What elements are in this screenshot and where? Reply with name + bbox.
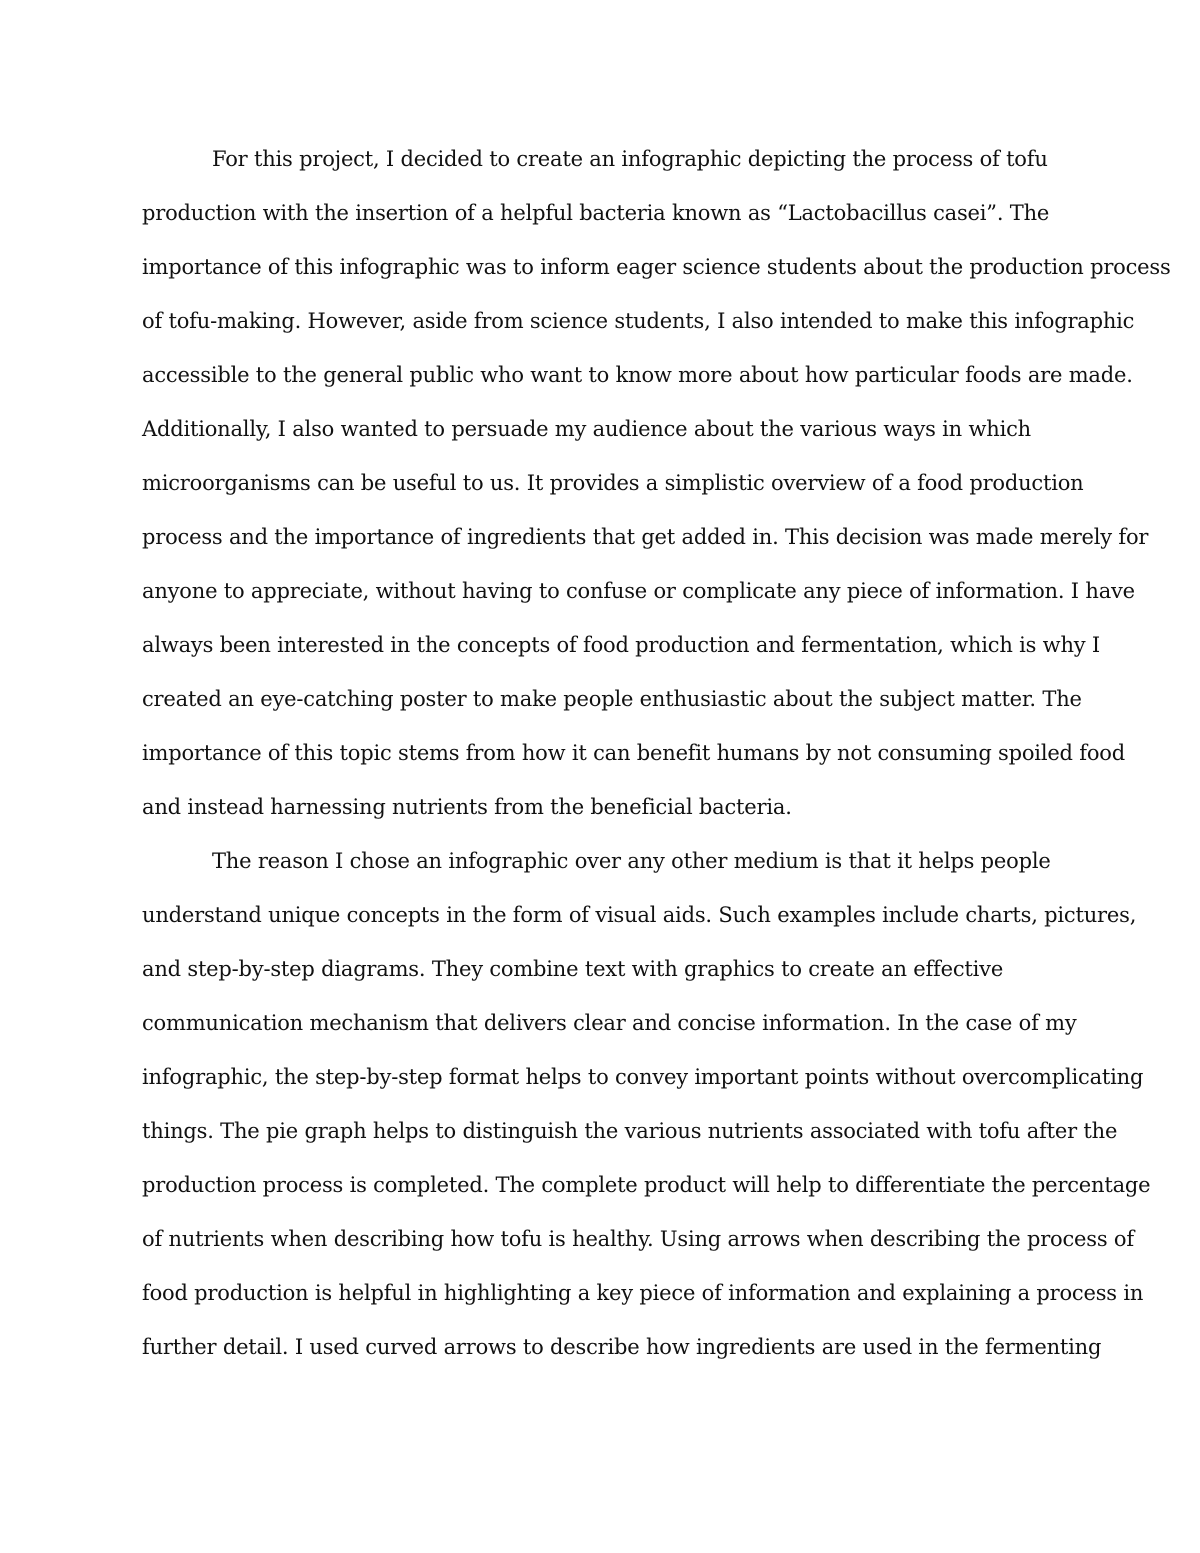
- document-body: [142, 132, 1171, 1374]
- text-line: and step-by-step diagrams. They combine text with graphics to create an effective: [142, 957, 1004, 981]
- text-line: always been interested in the concepts of food production and fermentation, which is why I: [142, 633, 1101, 657]
- text-line: For this project, I decided to create an infographic depicting the process of tofu: [212, 147, 1048, 171]
- paragraph-2: [142, 834, 1151, 1374]
- text-line: things. The pie graph helps to distinguish the various nutrients associated with tofu after the: [142, 1119, 1118, 1143]
- text-line: of tofu-making. However, aside from science students, I also intended to make this infographic: [142, 309, 1135, 333]
- text-line: understand unique concepts in the form of visual aids. Such examples include charts, pictures,: [142, 903, 1137, 927]
- text-line: importance of this infographic was to inform eager science students about the production process: [142, 255, 1171, 279]
- text-line: further detail. I used curved arrows to describe how ingredients are used in the fermenting: [142, 1335, 1102, 1359]
- text-line: of nutrients when describing how tofu is healthy. Using arrows when describing the process of: [142, 1227, 1134, 1251]
- text-line: importance of this topic stems from how it can benefit humans by not consuming spoiled food: [142, 741, 1125, 765]
- text-line: The reason I chose an infographic over any other medium is that it helps people: [212, 849, 1051, 873]
- text-line: accessible to the general public who want to know more about how particular foods are made.: [142, 363, 1133, 387]
- text-line: production process is completed. The complete product will help to differentiate the percentage: [142, 1173, 1151, 1197]
- text-line: created an eye-catching poster to make people enthusiastic about the subject matter. The: [142, 687, 1082, 711]
- text-line: production with the insertion of a helpful bacteria known as “Lactobacillus casei”. The: [142, 201, 1050, 225]
- text-line: microorganisms can be useful to us. It provides a simplistic overview of a food production: [142, 471, 1084, 495]
- text-line: communication mechanism that delivers clear and concise information. In the case of my: [142, 1011, 1077, 1035]
- text-line: infographic, the step-by-step format helps to convey important points without overcomplicating: [142, 1065, 1144, 1089]
- text-line: food production is helpful in highlighting a key piece of information and explaining a process in: [142, 1281, 1144, 1305]
- text-line: anyone to appreciate, without having to confuse or complicate any piece of information. I have: [142, 579, 1135, 603]
- paragraph-1: [142, 132, 1171, 834]
- text-line: process and the importance of ingredients that get added in. This decision was made merely for: [142, 525, 1149, 549]
- text-line: and instead harnessing nutrients from the beneficial bacteria.: [142, 795, 792, 819]
- text-line: Additionally, I also wanted to persuade my audience about the various ways in which: [142, 417, 1031, 441]
